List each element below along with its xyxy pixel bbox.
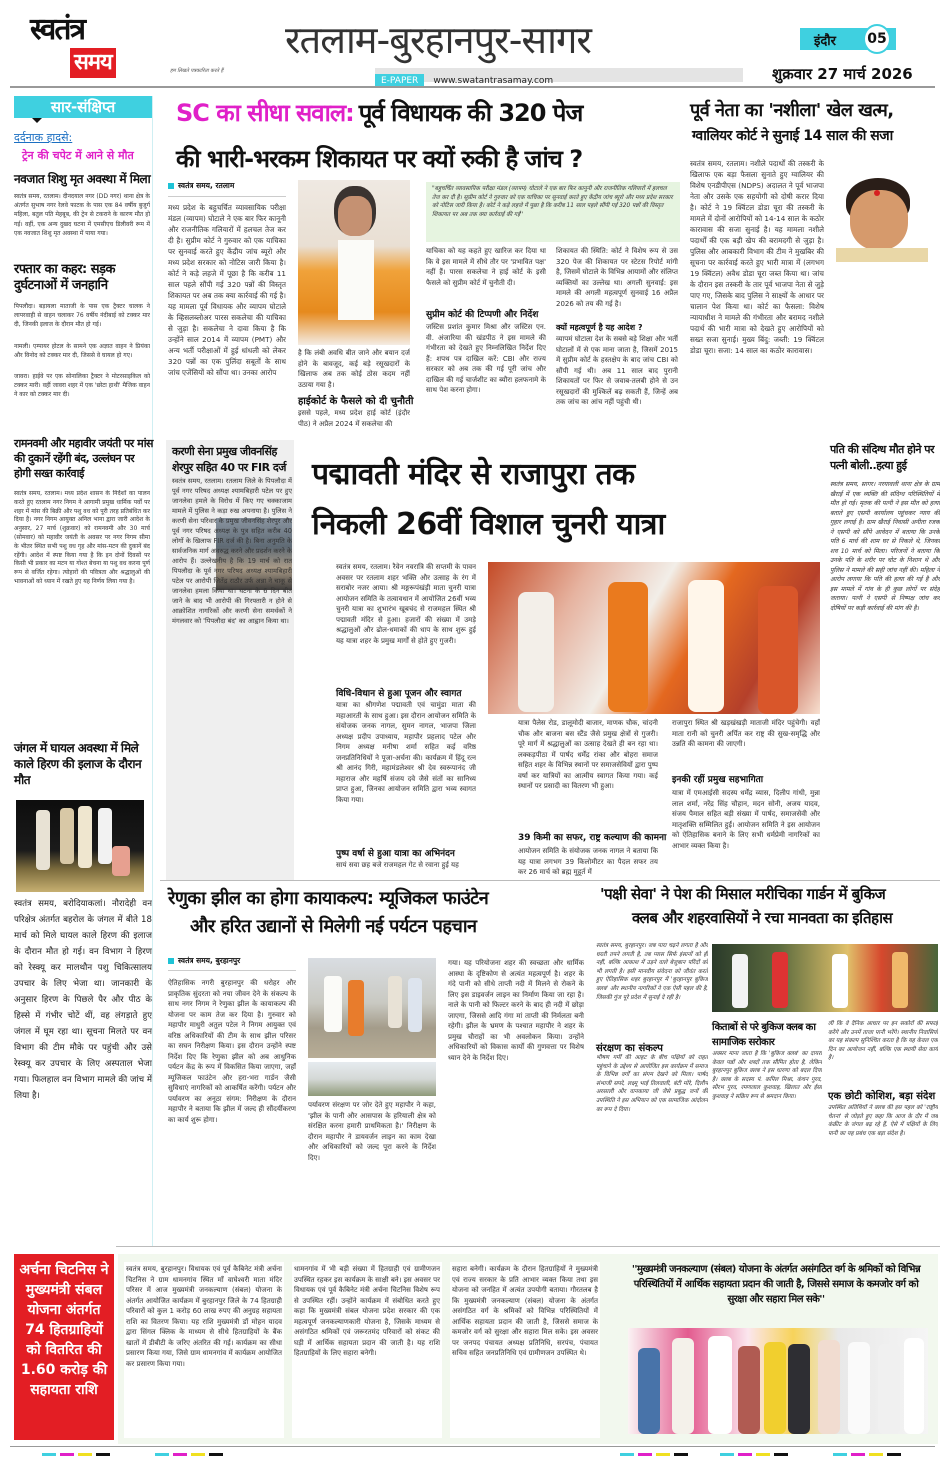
cyan-mark [720, 1453, 734, 1456]
right-top-body: स्वतंत्र समय, रतलाम। नशीले पदार्थों की तस्करी के खिलाफ एक बड़ा फैसला सुनाते हुए ग्वालियर की विशेष एनडीपीएस (NDPS) अदालत ने पूर्व भाजपा नेता और उसके एक सहयोगी को दोषी करार दिया है। कोर्ट ने 19 क्विंटल डोडा चूरा की तस्करी के मामले में दोनों आरोपियों को 14-14 साल के कठोर कारावास की सजा सुनाई है। यह मामला नशीले पदार्थों की एक बड़ी खेप की बरामदगी से जुड़ा है। पुलिस और आबकारी विभाग की टीम ने मुखबिर की सूचना पर कार्रवाई करते हुए भारी मात्रा में (लगभग 19 क्विंटल) अवैध डोडा चूरा जब्त किया था। जांच के दौरान इस तस्करी के तार पूर्व भाजपा नेता से जुड़े पाए गए, जिसके बाद पुलिस ने साक्ष्यों के आधार पर चालान पेश किया था। कोर्ट का फैसला: विशेष न्यायाधीश ने मामले की गंभीरता और बरामद नशीले पदार्थ की भारी मात्रा को देखते हुए आरोपियों को सख्त सजा सुनाई। मुख्य बिंदु: जब्ती: 19 क्विंटल डोडा चूरा। सजा: 14 साल का कठोर कारावास। [690, 159, 824, 355]
black-mark [774, 1453, 788, 1456]
right-mid-headline: पति की संदिग्ध मौत होने पर पत्नी बोली..हत्या हुई [830, 443, 935, 472]
footer-rule [10, 1446, 935, 1447]
yellow-mark [191, 1453, 205, 1456]
digest-pointer [32, 118, 42, 123]
cyan-mark [833, 1453, 847, 1456]
pakshi-sub2: किताबों से परे बुकिज क्लब का सामाजिक सरोकार [712, 1022, 816, 1048]
byline-marker-icon [168, 958, 174, 964]
website-link[interactable]: www.swatantrasamay.com [433, 76, 554, 86]
sambal-col3: सहारा बनेगी। कार्यक्रम के दौरान हितग्राहियों ने मुख्यमंत्री एवं राज्य सरकार के प्रति आभार व्यक्त किया तथा इस योजना को जनहित में अत्यंत उपयोगी बताया। गौरतलब है कि मुख्यमंत्री जनकल्याण (संबल) योजना के अंतर्गत असंगठित वर्ग के श्रमिकों को विभिन्न परिस्थितियों में आर्थिक सहायता प्रदान की जाती है, जिससे समाज के कमजोर वर्ग को सुरक्षा और सहारा मिल सके। इस अवसर पर जनपद पंचायत अध्यक्ष प्रतिनिधि, सरपंच, पंचायत सचिव सहित जनप्रतिनिधि एवं ग्रामीणजन उपस्थित थे। [450, 1262, 600, 1438]
renuka-headline1: रेणुका झील का होगा कायाकल्प: म्यूजिकल फाउंटेन [168, 888, 489, 909]
lead-headline-line2: की भारी-भरकम शिकायत पर क्यों रुकी है जांच ? [176, 145, 583, 173]
story4-headline: जंगल में घायल अवस्था में मिले काले हिरण की इलाज के दौरान मौत [14, 741, 142, 787]
lead-col1: मध्य प्रदेश के बहुचर्चित व्यावसायिक परीक्षा मंडल (व्यापम) घोटाले ने एक बार फिर कानूनी और राजनीतिक गलियारों में हलचल तेज कर दी है। सुप्रीम कोर्ट ने गुरुवार को एक याचिका पर सुनवाई करते हुए केंद्रीय जांच ब्यूरो और मध्य प्रदेश सरकार को नोटिस जारी किया है। कोर्ट ने कड़े लहजे में पूछा है कि करीब 11 साल पहले सौंपी गई 320 पन्नों की विस्तृत शिकायत पर अब तक क्या कार्रवाई की गई है। यह मामला पूर्व विधायक और व्यापम घोटाले के व्हिसलब्लोअर पारस सकलेचा की याचिका से जुड़ा है। सकलेचा ने दावा किया है कि उन्होंने साल 2014 में व्यापम (PMT) और अन्य भर्ती परीक्षाओं में हुई धांधली को लेकर 320 पन्नों का एक पुलिंदा सबूतों के साथ जांच एजेंसियों को सौंपा था। उनका आरोप [168, 203, 286, 377]
magenta-mark [60, 1453, 74, 1456]
lead-col2: है कि लंबी अवधि बीत जाने और बयान दर्ज होने के बावजूद, कई बड़े रसूखदारों के खिलाफ अब तक कोई ठोस कदम नहीं उठाया गया है। [298, 349, 410, 389]
lead-col2b: इससे पहले, मध्य प्रदेश हाई कोर्ट (इंदौर पीठ) ने अप्रैल 2024 में सकलेचा की [298, 409, 410, 428]
former-mla-photo [298, 180, 410, 345]
black-mark [674, 1453, 688, 1456]
lead-byline-rule [168, 196, 286, 197]
feature-body1: यात्रा का श्रीगणेश पद्मावती एवं चामुंडा माता की महाआरती के साथ हुआ। इस दौरान आयोजन समिति के संयोजक जनक नागल, सुमन नागल, भाजपा जिला अध्यक्ष प्रदीप उपाध्याय, महापौर प्रहलाद पटेल और निगम अध्यक्ष मनीषा शर्मा सहित कई वरिष्ठ जनप्रतिनिधियों ने पूजा-अर्चना की। कार्यक्रम में हिंदू रत्न श्री आनंद गिरी, महामंडलेश्वर श्री देव स्वरूपानंद जी महाराज और महर्षि संजय दवे जैसे संतों का सानिध्य प्राप्त हुआ, जिनका आयोजन समिति द्वारा भव्य स्वागत किया गया। [336, 701, 476, 804]
page-number: 05 [863, 24, 891, 54]
sambal-col1: स्वतंत्र समय, बुरहानपुर। विधायक एवं पूर्व कैबिनेट मंत्री अर्चना चिटनिस ने ग्राम धामनगांव स्थित माँ वाघेश्वरी माता मंदिर परिसर में आज मुख्यमंत्री जनकल्याण (संबल) योजना के अंतर्गत आयोजित कार्यक्रम में बुरहानपुर जिले के 74 हितग्राही परिवारों को कुल 1 करोड़ 60 लाख रुपए की अनुग्रह सहायता राशि का वितरण किया। यह राशि मुख्यमंत्री डॉ मोहन यादव द्वारा सिंगल क्लिक के माध्यम से सीधे हितग्राहियों के बैंक खातों में डीबीटी के जरिए अंतरित की गई। कार्यक्रम का सीधा प्रसारण किया गया, जिसे ग्राम धामनगांव में कार्यक्रम आयोजित कर प्रसारण किया गया। [124, 1262, 284, 1438]
yellow-mark [756, 1453, 770, 1456]
edition-title: रतलाम-बुरहानपुर-सागर [285, 18, 591, 62]
lead-col3b: जस्टिस प्रशांत कुमार मिश्रा और जस्टिस एन. वी. अंजारिया की खंडपीठ ने इस मामले की गंभीरता को देखते हुए निम्नलिखित निर्देश दिए हैं: शपथ पत्र दाखिल करें: CBI और राज्य सरकार को अब तक की गई पूरी जांच और दाखिल की गई चार्जशीट का ब्यौरा हलफनामे के साथ पेश करना होगा। [426, 323, 546, 394]
feature-body2: सायं सवा छह बजे राजमहल गेट से रवाना हुई यह [336, 861, 459, 869]
story2-body1: पिपलौदा। बड़ायला माताजी के पास एक ट्रैक्टर चालक ने लापरवाही से वाहन चलाकर 76 वर्षीय नंदीबाई को टक्कर मार दी, जिनकी इलाज के दौरान मौत हो गई। [14, 303, 150, 329]
feature-headline2: निकली 26वीं विशाल चुनरी यात्रा [312, 507, 665, 542]
story1-subhead: ट्रेन की चपेट में आने से मौत [22, 149, 134, 162]
story2-body3: जावरा। हाईवे पर एक सोनालिका ट्रैक्टर ने मोटरसाइकिल को टक्कर मारी। वहीं जावरा शहर में एक 'छोटा हाथी' मैजिक वाहन ने कार को टक्कर मार दी। [14, 373, 150, 399]
pakshi-sub3: एक छोटी कोशिश, बड़ा संदेश [828, 1091, 936, 1102]
logo-top: स्वतंत्र [30, 12, 85, 47]
pakshi-body1: भीषण गर्मी की आहट के बीच पक्षियों को राहत पहुंचाने के उद्देश्य से आयोजित इस कार्यक्रम में समाज के विभिन्न वर्गों का संगम देखने को मिला। पार्षद संभाजी सपरे, लक्ष्मू भाई तिलवाली, बंटी मोरे, दिलीप अरसाली और वानकाया जी जैसे प्रबुद्ध जनों की उपस्थिति ने इस अभियान को एक सामाजिक आंदोलन का रूप दे दिया। [596, 1055, 708, 1113]
lead-sub3: क्यों महत्वपूर्ण है यह आदेश ? [556, 323, 643, 332]
feature-sub4: इनकी रहीं प्रमुख सहभागिता [672, 775, 764, 785]
lead-byline [168, 181, 234, 191]
pakshi-headline1: 'पक्षी सेवा' ने पेश की मिसाल मरीचिका गार्डन में बुकिज [600, 885, 886, 903]
pakshi-body3: ली कि वे दैनिक आधार पर इन सकोरों की सफाई करेंगे और उनमें ताजा पानी भरेंगे। स्थानीय निवासियों का यह संकल्प सुनिश्चित करता है कि यह केवल एक दिन का आयोजन नहीं, बल्कि एक स्थायी सेवा कार्य है। [828, 1021, 938, 1062]
lead-col4b: व्यापमं घोटाला देश के सबसे बड़े शिक्षा और भर्ती घोटालों में से एक माना जाता है, जिसमें 2015 में सुप्रीम कोर्ट के हस्तक्षेप के बाद जांच CBI को सौंपी गई थी। अब 11 साल बाद पुरानी शिकायतों पर फिर से जवाब-तलबी होने से उन रसूखदारों की मुश्किलें बढ़ सकती हैं, जिन्हें अब तक जांच का आंच नहीं पहुंची थी। [556, 335, 678, 406]
masthead-divider [10, 86, 935, 88]
registration-marks-center-right [720, 1453, 788, 1456]
story2-headline: रफ्तार का कहर: सड़क दुर्घटनाओं में जनहानि [14, 262, 115, 293]
lead-col4: शिकायत की स्थिति: कोर्ट ने विशेष रूप से उस 320 पेज की शिकायत पर स्टेटस रिपोर्ट मांगी है, जिसमें घोटाले के विभिन्न आयामों और संलिप्त व्यक्तियों का उल्लेख था। अगली सुनवाई: इस मामले की अगली महत्वपूर्ण सुनवाई 16 अप्रैल 2026 को तय की गई है। [556, 247, 678, 308]
section-divider [160, 880, 940, 881]
story2-body2: नामली। एम्पायर होटल के सामने एक अज्ञात वाहन ने प्रियंका और विनोद को टक्कर मार दी, जिससे वे घायल हो गए। [14, 343, 150, 360]
feature-sub1: विधि-विधान से हुआ पूजन और स्वागत [336, 689, 462, 699]
feature-body6: यात्रा में एमआईसी सदस्य धर्मेंद्र व्यास, दिलीप गांधी, मुन्ना लाल शर्मा, नरेंद्र सिंह चौहान, मदन सोनी, अजय यादव, संजय पैमाल सहित बड़ी संख्या में पार्षद, समाजसेवी और मातृशक्ति सम्मिलित हुईं। आयोजन समिति ने इस आयोजन को ऐतिहासिक बनाने के लिए सभी धर्मप्रेमी नागरिकों का आभार व्यक्त किया है। [672, 789, 820, 850]
feature-intro: स्वतंत्र समय, रतलाम। रैवेन नवरात्रि की सप्तमी के पावन अवसर पर रतलाम शहर भक्ति और उत्साह के रंग में सराबोर नजर आया। श्री मङ्गरूपंखंड़ी माता चुनरी यात्रा आयोजन समिति के तत्वावधान में आयोजित 26वीं भव्य चुनरी यात्रा का शुभारंभ खूबचंद से राजमहल स्थित श्री पद्मावती मंदिर से हुआ। हजारों की संख्या में उमड़े श्रद्धालुओं और ढोल-धमाकों की धाप के साथ शुरू हुई यह यात्रा शहर के प्रमुख मार्गों से होते हुए गुजरी। [336, 563, 476, 645]
registration-marks-center-left [155, 1453, 223, 1456]
karni-body: स्वतंत्र समय, रतलाम। रतलाम जिले के पिपलौदा में पूर्व नगर परिषद अध्यक्ष श्यामबिहारी पटेल पर हुए जानलेवा हमले के विरोध में किए गए चक्काजाम मामले में पुलिस ने कड़ा रुख अपनाया है। पुलिस ने करणी सेना परिवार के प्रमुख जीवनसिंह शेरपुर और पूर्व नगर परिषद अध्यक्ष के पुत्र सहित करीब 40 लोगों के खिलाफ FIR दर्ज की है। बिना अनुमति के सार्वजनिक मार्ग अवरुद्ध करने और प्रदर्शन करने के आरोप हैं। उल्लेखनीय है कि 19 मार्च को रात पिपलौदा के पूर्व नगर परिषद अध्यक्ष श्यामबिहारी पटेल पर आरोपी जितेंद्र राठौर उर्फ अन्ना ने चाकू से जानलेवा हमला किया था। घटना के 6 दिन बीत जाने के बाद भी आरोपी की गिरफ्तारी न होने से आक्रोशित नागरिकों और करणी सेना समर्थकों ने मंगलवार को 'पिपलौदा बंद' का आह्वान किया था। [172, 477, 292, 625]
yellow-mark [656, 1453, 670, 1456]
pakshi-sub1: संरक्षण का संकल्प [596, 1043, 663, 1054]
digest-header: सार-संक्षिप्त [14, 96, 152, 118]
pakshi-body4: उपस्थित अतिथियों ने क्लब की इस पहल को 'राष्ट्रीय चेतना' से जोड़ते हुए कहा कि आज के दौर में जब कंक्रीट के जंगल बढ़ रहे हैं, ऐसे में पक्षियों के लिए पानी का यह प्रबंध एक बड़ा संदेश है। [828, 1105, 938, 1137]
registration-marks-center [620, 1453, 688, 1456]
karni-headline: करणी सेना प्रमुख जीवनसिंह शेरपुर सहित 40 पर FIR दर्ज [172, 445, 286, 474]
magenta-mark [851, 1453, 865, 1456]
feature-body5: राजापुरा स्थित श्री खड़खंखड़ी माताजी मंदिर पहुंचेगी। वहाँ माता रानी को चुनरी अर्पित कर राष्ट्र की सुख-समृद्धि और उन्नति की कामना की जाएगी। [672, 719, 820, 748]
lead-byline-text: स्वतंत्र समय, रतलाम [178, 181, 235, 190]
renuka-lake-photo [308, 1062, 436, 1096]
cyan-mark [42, 1453, 56, 1456]
feature-body4: आयोजन समिति के संयोजक जनक नागल ने बताया कि यह यात्रा लगभग 39 किलोमीटर का पैदल सफर तय कर 26 मार्च को ब्रह्म मुहूर्त में [518, 847, 658, 876]
black-mark [209, 1453, 223, 1456]
tagline: हम लिखते पत्रकारिता करते हैं [170, 68, 224, 74]
logo-bottom: समय [70, 48, 116, 78]
story4-body: स्वतंत्र समय, बरोदियाकलां। नौरादेही वन परिक्षेत्र अंतर्गत बहरोल के जंगल में बीते 18 मार्च को मिले घायल काले हिरण की इलाज के दौरान मौत हो गई। वन विभाग ने हिरण को रेस्क्यू कर मालथौन पशु चिकित्सालय उपचार के लिए भेजा था। जानकारी के अनुसार हिरण के पिछले पैर और पीठ के हिस्से में गंभीर चोटें थीं, वह लंगड़ाते हुए जंगल में घूम रहा था। सूचना मिलते पर वन विभाग की टीम मौके पर पहुंची और उसे रेस्क्यू कर उपचार के लिए अस्पताल भेजा गया। फिलहाल वन विभाग मामले की जांच में लिया है। [14, 899, 152, 1101]
black-mark [96, 1453, 110, 1456]
section-divider-2 [116, 1246, 940, 1247]
registration-marks-right [833, 1453, 901, 1456]
city-label: इंदौर [814, 34, 836, 49]
pakshi-intro: स्वतंत्र समय, बुरहानपुर। जब पारा चढ़ने लगता है और धरती तपने लगती है, तब प्यास सिर्फ इंसानों को ही नहीं, बल्कि आकाश में उड़ने वाले बेजुबान परिंदों को भी लगती है। इसी मानवीय संवेदना को जीवंत करते हुए ऐतिहासिक शहर बुरहानपुर में 'बुरहानपुर बुकिज क्लब' और स्थानीय नागरिकों ने एक ऐसी पहल की है, जिसकी गूंज पूरे प्रदेश में सुनाई दे रही है। [596, 943, 708, 1001]
story3-body: स्वतंत्र समय, रतलाम। मध्य प्रदेश शासन के निर्देशों का पालन करते हुए रतलाम नगर निगम ने आगामी प्रमुख धार्मिक पर्वों पर शहर में मांस की बिक्री और पशु वध को पूरी तरह प्रतिबंधित कर दिया है। नगर निगम आयुक्त अनिल भाना द्वारा जारी आदेश के अनुसार, 27 मार्च (शुक्रवार) को रामनवमी और 30 मार्च (सोमवार) को महावीर जयंती के अवसर पर नगर निगम सीमा के भीतर स्थित सभी पशु वध गृह और मांस-मटन की दुकानें बंद रहेंगी। आदेश में स्पष्ट किया गया है कि इन दोनों दिवसों पर किसी भी प्रकार का मटन या गोश्त बेचना या पशु वध करना पूर्ण रूप से वर्जित रहेगा। त्योहारों की पवित्रता और श्रद्धालुओं की भावनाओं को ध्यान में रखते हुए यह निर्णय लिया गया है। [14, 490, 150, 585]
sambal-distribution-photo [628, 1328, 928, 1434]
magenta-mark [173, 1453, 187, 1456]
cyan-mark [620, 1453, 634, 1456]
renuka-headline2: और हरित उद्यानों से मिलेगी नई पर्यटन पहचान [190, 916, 477, 937]
feature-headline1: पद्मावती मंदिर से राजापुरा तक [312, 457, 635, 492]
lead-headline-rest: पूर्व विधायक की 320 पेज [358, 99, 583, 127]
pakshi-body2: अक्सर माना जाता है कि 'बुकिज क्लब' का दायरा केवल पन्नों और शब्दों तक सीमित होता है, लेकिन बुरहानपुर बुकिज क्लब ने इस धारणा को बदल दिया है। क्लब के सदस्य पं. कपिल मिश्रा, कंचन गुरव, सौरभ गुरव, रमणलाल कुशवाह, खिलात और ईसा कुशवाह ने सक्रिय रूप से श्रमदान किया। [712, 1051, 822, 1100]
lead-col3: याचिका को यह कहते हुए खारिज कर दिया था कि वे इस मामले में सीधे तौर पर 'प्रभावित पक्ष' नहीं हैं। पारस सकलेचा ने हाई कोर्ट के इसी फैसले को सुप्रीम कोर्ट में चुनौती दी। [426, 247, 546, 287]
renuka-byline [168, 956, 240, 966]
renuka-inspection-photo [308, 958, 436, 1058]
story1-headline: नवजात शिशु मृत अवस्था में मिला [14, 172, 151, 186]
issue-date: शुक्रवार 27 मार्च 2026 [772, 65, 913, 83]
magenta-mark [638, 1453, 652, 1456]
story1-kicker: दर्दनाक हादसे: [14, 131, 73, 144]
sidebar-right-border [152, 96, 153, 1246]
renuka-byline-text: स्वतंत्र समय, बुरहानपुर [178, 956, 241, 965]
pakshi-headline2: क्लब और शहरवासियों ने रचा मानवता का इतिहास [632, 909, 893, 927]
yellow-mark [869, 1453, 883, 1456]
lead-sub2: सुप्रीम कोर्ट की टिप्पणी और निर्देश [426, 310, 539, 320]
right-top-headline2: ग्वालियर कोर्ट ने सुनाई 14 साल की सजा [692, 128, 893, 144]
lead-quote-box [426, 182, 680, 242]
story1-body: स्वतंत्र समय, रतलाम। दीनदयाल नगर (DD नगर) थाना क्षेत्र के अंतर्गत सुभाष नगर रेलवे फाटक के पास एक 84 वर्षीय बुजुर्ग महिला, बतुल पति मेहबूब, की ट्रेन से टकराने के कारण मौत हो गई। वहीं, एक अन्य दुखद घटना में एमसीएच डिलीवरी रूम में एक नवजात शिशु मृत अवस्था में पाया गया। [14, 193, 150, 237]
blackbuck-rescue-photo [16, 800, 144, 892]
renuka-col2: पर्यावरण संरक्षण पर जोर देते हुए महापौर ने कहा, 'झील के पानी और आसपास के हरियाली क्षेत्र को संरक्षित करना हमारी प्राथमिकता है।' निरीक्षण के दौरान महापौर ने डायवर्जन लाइन का काम देखा और अधिकारियों को जल्द पूरा करने के निर्देश दिए। [308, 1101, 436, 1162]
black-mark [887, 1453, 901, 1456]
right-mid-body: स्वतंत्र समय, सागर। नरयावली थाना क्षेत्र के ग्राम खैराई में एक व्यक्ति की संदिग्ध परिस्थितियों में मौत हो गई। मृतक की पत्नी ने इस मौत को हत्या बताते हुए एसपी कार्यालय पहुंचकर न्याय की गुहार लगाई है। ग्राम खैराई निवासी अनीता रजक ने एसपी को सौंपे आवेदन में बताया कि उनके पति 6 मार्च की शाम घर से निकले थे, जिनका शव 10 मार्च को मिला। परिजनों ने बताया कि उनके पति के शरीर पर चोट के निशान थे और पुलिस ने मामले की सही जांच नहीं की। महिला ने आरोप लगाया कि पति की हत्या की गई है और इस मामले में गांव के ही कुछ लोगों पर संदेह जताया। पत्नी ने एसपी से निष्पक्ष जांच कर दोषियों पर कड़ी कार्रवाई की मांग की है। [830, 481, 940, 612]
renuka-col3: गया। यह परियोजना शहर की स्वच्छता और धार्मिक आस्था के दृष्टिकोण से अत्यंत महत्वपूर्ण है। शहर के गंदे पानी को सीधे ताप्ती नदी में मिलने से रोकने के लिए इस डाइवर्जन लाइन का निर्माण किया जा रहा है। नाले के पानी को फिल्टर करने के बाद ही नदी में छोड़ा जाएगा, जिससे आदि गंगा मां ताप्ती की निर्मलता बनी रहेगी। झील के भ्रमण के पश्चात महापौर ने शहर के प्रमुख चौराहों का भी अवलोकन किया। उन्होंने अधिकारियों को विकास कार्यों की गुणवत्ता पर विशेष ध्यान देने के निर्देश दिए। [448, 959, 584, 1062]
feature-body3: यात्रा पैलेस रोड, डालूमोदी बाजार, माणक चौक, चांदनी चौक और बाजना बस स्टैंड जैसे प्रमुख क्षेत्रों से गुजरी। पूरे मार्ग में श्रद्धालुओं का उत्साह देखते ही बन रहा था। लक्कड़पीठा में पार्षद धर्मेंद्र रांका और बोहरा समाज सहित शहर के विभिन्न स्थानों पर समाजसेवियों द्वारा पुष्प वर्षा कर यात्रियों का आत्मीय स्वागत किया गया। कई स्थानों पर प्रसादी का वितरण भी हुआ। [518, 719, 658, 790]
magenta-mark [738, 1453, 752, 1456]
right-top-headline1: पूर्व नेता का 'नशीला' खेल खत्म, [690, 100, 894, 121]
registration-marks-left [42, 1453, 110, 1456]
sambal-col2: धामनगांव में भी बड़ी संख्या में हितग्राही एवं ग्रामीणजन उपस्थित रहकर इस कार्यक्रम के साक्षी बने। इस अवसर पर विधायक एवं पूर्व कैबिनेट मंत्री अर्चना चिटनिस विशेष रूप से उपस्थित रहीं। उन्होंने कार्यक्रम में संबोधित करते हुए कहा कि मुख्यमंत्री संबल योजना प्रदेश सरकार की एक महत्वपूर्ण जनकल्याणकारी योजना है, जिसके माध्यम से असंगठित श्रमिकों एवं जरूरतमंद परिवारों को संकट की घड़ी में आर्थिक सहायता प्रदान की जाती है। यह राशि हितग्राहियों के लिए सहारा बनेगी। [292, 1262, 442, 1438]
sambal-pull-quote: ''मुख्यमंत्री जनकल्याण (संबल) योजना के अंतर्गत असंगठित वर्ग के श्रमिकों को विभिन्न परिस्थितियों में आर्थिक सहायता प्रदान की जाती है, जिससे समाज के कमजोर वर्ग को सुरक्षा और सहारा मिल सके'' [631, 1264, 921, 1305]
epaper-bar [375, 68, 743, 86]
former-leader-photo [826, 172, 938, 262]
lead-sub1: हाईकोर्ट के फैसले को दी चुनौती [298, 396, 414, 407]
chunari-yatra-photo [488, 562, 820, 714]
lead-headline-line1 [176, 96, 582, 129]
renuka-byline-rule [168, 970, 296, 971]
lead-quote: "बहुचर्चित व्यावसायिक परीक्षा मंडल (व्यापम) घोटाले ने एक बार फिर कानूनी और राजनीतिक गलियारों में हलचल तेज कर दी है। सुप्रीम कोर्ट ने गुरुवार को एक याचिका पर सुनवाई करते हुए केंद्रीय जांच ब्यूरो और मध्य प्रदेश सरकार को नोटिस जारी किया है। कोर्ट ने कड़े लहजे में पूछा है कि करीब 11 साल पहले सौंपी गई 320 पन्नों की विस्तृत शिकायत पर अब तक क्या कार्रवाई की गई'' [432, 186, 673, 218]
feature-sub2: पुष्प वर्षा से हुआ यात्रा का अभिनंदन [336, 849, 455, 859]
promo-box[interactable] [14, 1254, 114, 1440]
byline-marker-icon [168, 183, 174, 189]
logo[interactable] [30, 12, 112, 78]
renuka-col1: ऐतिहासिक नगरी बुरहानपुर की धरोहर और प्राकृतिक सुंदरता को नया जीवन देने के संकल्प के साथ नगर निगम ने रेणुका झील के कायाकल्प की योजना पर काम तेज कर दिया है। गुरुवार को महापौर माधुरी अतुल पटेल ने निगम आयुक्त एवं वरिष्ठ अधिकारियों की टीम के साथ झील परिसर का सघन निरीक्षण किया। इस दौरान उन्होंने स्पष्ट निर्देश दिए कि रेणुका झील को अब आधुनिक पर्यटन केंद्र के रूप में विकसित किया जाएगा, जहाँ म्यूजिकल फाउंटेन और हरा-भरा गार्डन जैसी सुविधाएं नागरिकों को आकर्षित करेंगी। पर्यटन और पर्यावरण का अनूठा संगम: निरीक्षण के दौरान महापौर ने बताया कि झील में जल्द ही सौंदर्यीकरण का कार्य शुरू होगा। [168, 979, 296, 1124]
lead-headline-highlight: SC का सीधा सवाल: [176, 99, 354, 127]
promo-text: अर्चना चिटनिस ने मुख्यमंत्री संबल योजना अंतर्गत 74 हितग्राहियों को वितरित की 1.60 करोड़ की सहायता राशि [19, 1262, 109, 1398]
story3-headline: रामनवमी और महावीर जयंती पर मांस की दुकानें रहेंगी बंद, उल्लंघन पर होगी सख्त कार्रवाई [14, 437, 153, 480]
yellow-mark [78, 1453, 92, 1456]
cyan-mark [155, 1453, 169, 1456]
epaper-label: E-PAPER [375, 74, 424, 88]
pakshi-event-photo [712, 944, 938, 1012]
feature-sub3: 39 किमी का सफर, राष्ट्र कल्याण की कामना [518, 833, 667, 843]
